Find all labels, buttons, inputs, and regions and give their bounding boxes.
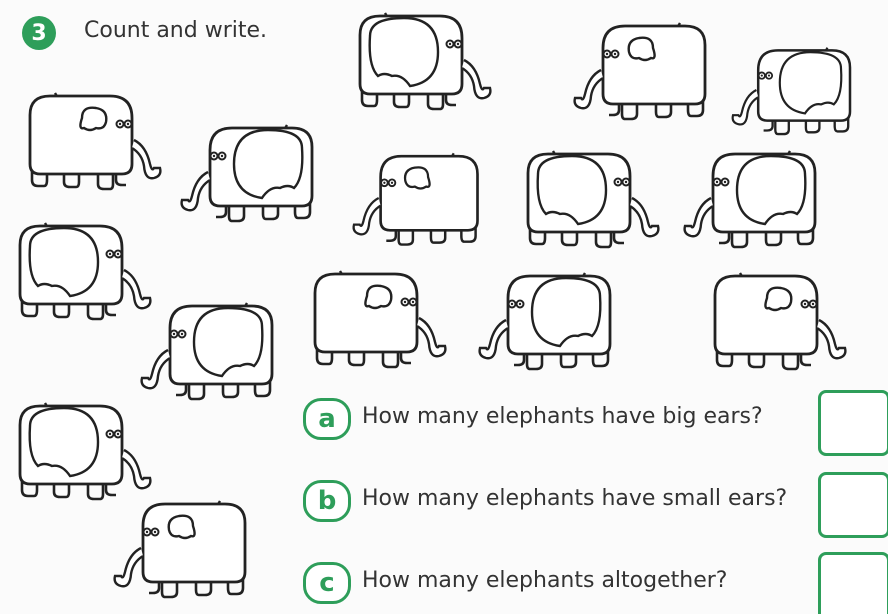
question-c-text: How many elephants altogether? (362, 568, 728, 593)
elephant-2 (575, 23, 705, 119)
elephant-1 (360, 13, 490, 109)
exercise-number-badge: 3 (22, 16, 56, 50)
elephant-6 (354, 153, 478, 244)
question-a-answer-box[interactable] (818, 390, 888, 456)
elephant-8 (685, 151, 815, 247)
elephant-7 (528, 151, 658, 247)
question-c-letter: c (303, 562, 351, 604)
elephant-9 (20, 223, 150, 319)
elephant-3 (733, 48, 850, 134)
elephant-14 (20, 403, 150, 499)
question-b-letter: b (303, 480, 351, 522)
elephant-4 (30, 93, 160, 189)
question-a-text: How many elephants have big ears? (362, 404, 763, 429)
exercise-instruction: Count and write. (84, 18, 268, 43)
question-c-answer-box[interactable] (818, 552, 888, 614)
question-b-answer-box[interactable] (818, 472, 888, 538)
elephant-15 (115, 501, 245, 597)
elephant-10 (142, 303, 272, 399)
elephant-5 (182, 125, 312, 221)
question-b-text: How many elephants have small ears? (362, 486, 788, 511)
elephant-13 (715, 273, 845, 369)
question-a-letter: a (303, 398, 351, 440)
elephant-11 (315, 271, 445, 367)
elephant-12 (480, 273, 610, 369)
